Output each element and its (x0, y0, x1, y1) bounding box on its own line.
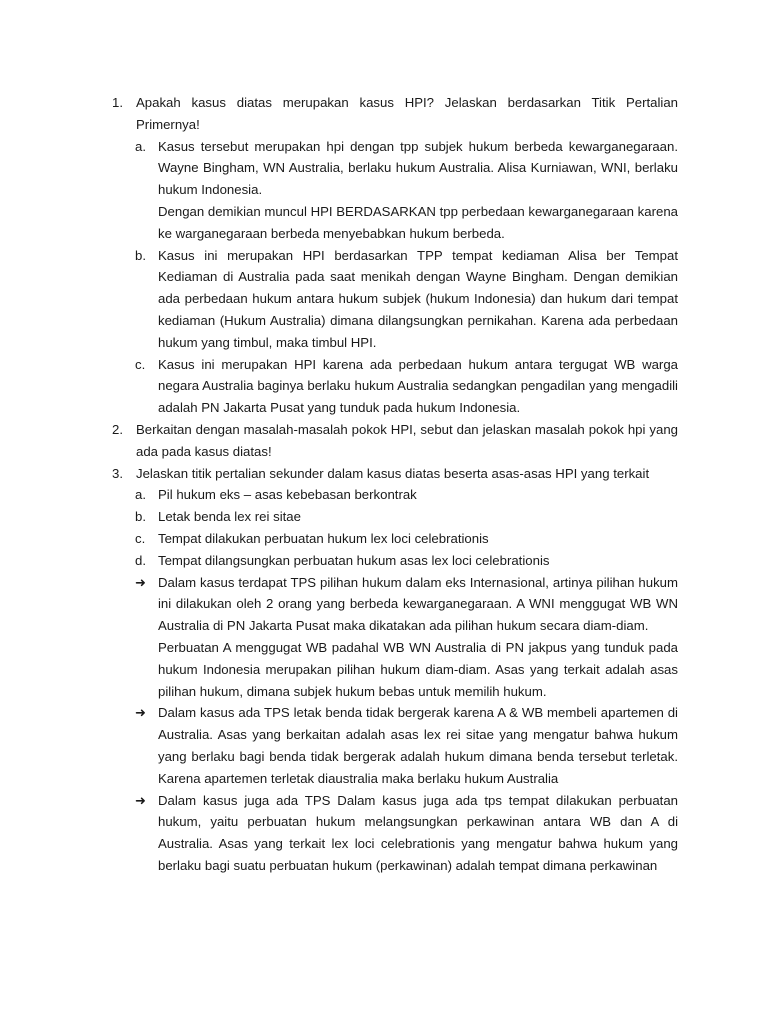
sub-item-marker: d. (135, 552, 146, 568)
answer-paragraph: Dalam kasus ada TPS letak benda tidak bergerak karena A & WB membeli apartemen di Australia. Asas yang berkaitan adalah asas lex rei sitae yang mengatur bahwa hukum yang berlaku bagi benda tidak bergerak adalah hukum dimana benda tersebut terletak. Karena apartemen terletak diaustralia maka berlaku hukum Australia (158, 705, 678, 786)
sub-item (135, 484, 678, 506)
arrow-right-icon: ➜ (135, 705, 146, 721)
sub-item (135, 354, 678, 419)
sub-item-marker: b. (135, 509, 146, 525)
answer-paragraph: Letak benda lex rei sitae (158, 509, 301, 525)
question-list (0, 92, 768, 877)
question-text: Berkaitan dengan masalah-masalah pokok HPI, sebut dan jelaskan masalah pokok hpi yang ada pada kasus diatas! (136, 421, 678, 459)
answer-paragraph: Kasus ini merupakan HPI karena ada perbedaan hukum antara tergugat WB warga negara Australia baginya berlaku hukum Australia sedangkan pengadilan yang mengadili adalah PN Jakarta Pusat yang tunduk pada hukum Indonesia. (158, 356, 678, 416)
sub-item-marker: a. (135, 138, 146, 154)
sub-item (135, 528, 678, 550)
sub-item-marker: c. (135, 530, 146, 546)
list-item (112, 463, 678, 485)
answer-paragraph: Dalam kasus terdapat TPS pilihan hukum dalam eks Internasional, artinya pilihan hukum ini dilakukan oleh 2 orang yang berbeda kewarganegaraan. A WNI menggugat WB WN Australia di PN Jakarta Pusat maka dikatakan ada pilihan hukum secara diam-diam. (158, 574, 678, 634)
answer-paragraph: Pil hukum eks – asas kebebasan berkontrak (158, 487, 417, 503)
item-number: 2. (112, 421, 123, 437)
arrow-sub-item (135, 572, 678, 703)
arrow-sub-item (135, 702, 678, 789)
sub-item (135, 136, 678, 245)
arrow-sub-item (135, 790, 678, 877)
answer-paragraph: Perbuatan A menggugat WB padahal WB WN Australia di PN jakpus yang tunduk pada hukum Indonesia merupakan pilihan hukum diam-diam. Asas yang terkait adalah asas pilihan hukum, dimana subjek hukum bebas untuk memilih hukum. (158, 639, 678, 699)
arrow-right-icon: ➜ (135, 574, 146, 590)
sub-item-marker: a. (135, 487, 146, 503)
answer-paragraph: Kasus tersebut merupakan hpi dengan tpp subjek hukum berbeda kewarganegaraan. Wayne Bingham, WN Australia, berlaku hukum Australia. Alisa Kurniawan, WNI, berlaku hukum Indonesia. (158, 138, 678, 198)
item-number: 1. (112, 95, 123, 110)
answer-paragraph: Dalam kasus juga ada TPS Dalam kasus juga ada tps tempat dilakukan perbuatan hukum, yaitu perbuatan hukum melangsungkan perkawinan antara WB dan A di Australia. Asas yang terkait lex loci celebrationis yang mengatur bahwa hukum yang berlaku bagi suatu perbuatan hukum (perkawinan) adalah tempat dimana perkawinan (158, 792, 678, 873)
answer-paragraph: Tempat dilangsungkan perbuatan hukum asas lex loci celebrationis (158, 552, 550, 568)
sub-item-marker: c. (135, 356, 146, 372)
sub-item (135, 550, 678, 572)
question-text: Jelaskan titik pertalian sekunder dalam kasus diatas beserta asas-asas HPI yang terkait (136, 465, 650, 481)
answer-paragraph: Dengan demikian muncul HPI BERDASARKAN tpp perbedaan kewarganegaraan karena ke warganegaraan berbeda menyebabkan hukum berbeda. (158, 203, 678, 241)
answer-paragraph: Kasus ini merupakan HPI berdasarkan TPP tempat kediaman Alisa ber Tempat Kediaman di Australia pada saat menikah dengan Wayne Bingham. Dengan demikian ada perbedaan hukum antara hukum subjek (hukum Indonesia) dan hukum dari tempat kediaman (Hukum Australia) dimana dilangsungkan pernikahan. Karena ada perbedaan hukum yang timbul, maka timbul HPI. (158, 247, 678, 350)
answer-paragraph: Tempat dilakukan perbuatan hukum lex loci celebrationis (158, 530, 489, 546)
sub-item (135, 245, 678, 354)
list-item (112, 92, 678, 136)
sub-item-marker: b. (135, 247, 146, 263)
list-item (112, 419, 678, 463)
item-number: 3. (112, 465, 123, 481)
sub-item (135, 506, 678, 528)
arrow-right-icon: ➜ (135, 792, 146, 808)
question-text: Apakah kasus diatas merupakan kasus HPI? Jelaskan berdasarkan Titik Pertalian Primernya! (136, 95, 678, 132)
